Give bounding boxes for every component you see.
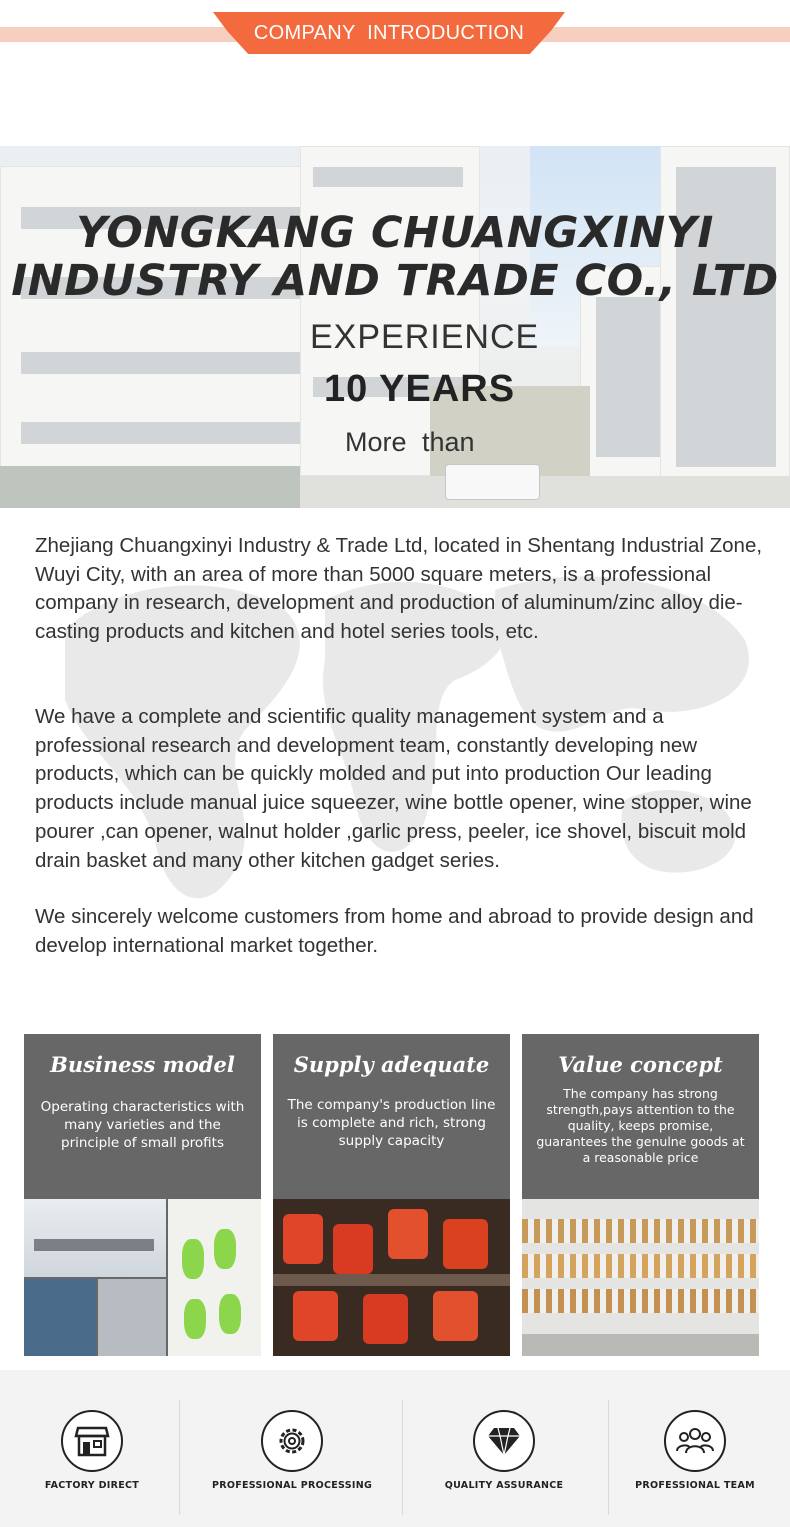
more-than-label: More than: [345, 427, 475, 457]
card-description: The company's production line is complete and rich, strong supply capacity: [287, 1097, 496, 1149]
card-value-concept: [522, 1034, 759, 1356]
card-title: Value concept: [558, 1052, 723, 1077]
card-description: Operating characteristics with many varieties and the principle of small profits: [40, 1099, 245, 1151]
card-title: Business model: [50, 1052, 235, 1077]
feature-quality-assurance: [414, 1410, 594, 1491]
divider: [179, 1400, 180, 1515]
intro-paragraph-1: Zhejiang Chuangxinyi Industry & Trade Ltd, located in Shentang Industrial Zone, Wuyi City, with an area of more than 5000 square meters, is a professional company in research, development and production of aluminum/zinc alloy die-casting products and kitchen and hotel series tools, etc.: [35, 534, 763, 644]
production-photo: [273, 1199, 510, 1356]
intro-paragraph-3: We sincerely welcome customers from home and abroad to provide design and develop international market together.: [35, 905, 754, 957]
gear-icon: [275, 1424, 309, 1458]
office-photo: [24, 1199, 261, 1356]
divider: [402, 1400, 403, 1515]
team-icon: [676, 1426, 714, 1456]
experience-label: EXPERIENCE: [310, 318, 540, 356]
feature-factory-direct: [2, 1410, 182, 1491]
feature-label: QUALITY ASSURANCE: [444, 1480, 564, 1491]
feature-professional-team: [605, 1410, 785, 1491]
feature-label: PROFESSIONAL TEAM: [635, 1480, 755, 1491]
feature-professional-processing: [202, 1410, 382, 1491]
card-title: Supply adequate: [293, 1052, 490, 1077]
showroom-photo: [522, 1199, 759, 1356]
diamond-icon: [487, 1426, 521, 1456]
card-description: The company has strong strength,pays attention to the quality, keeps promise, guarantees the genulne goods at a reasonable price: [536, 1086, 745, 1165]
company-name-line2: INDUSTRY AND TRADE CO., LTD: [11, 256, 779, 306]
feature-label: FACTORY DIRECT: [44, 1480, 140, 1491]
feature-label: PROFESSIONAL PROCESSING: [211, 1480, 373, 1491]
card-business-model: [24, 1034, 261, 1356]
years-label: 10 YEARS: [324, 368, 516, 410]
features-row: [0, 1370, 790, 1527]
intro-paragraph-2: We have a complete and scientific quality management system and a professional research and development team, constantly developing new products, which can be quickly molded and put into production Our leading products include manual juice squeezer, wine bottle opener, wine stopper, wine pourer ,can opener, walnut holder ,garlic press, peeler, ice shovel, biscuit mold drain basket and many other kitchen gadget series.: [35, 705, 752, 872]
card-supply-adequate: [273, 1034, 510, 1356]
section-title: COMPANY INTRODUCTION: [253, 21, 525, 44]
company-name-line1: YONGKANG CHUANGXINYI: [76, 208, 714, 258]
store-icon: [74, 1424, 110, 1458]
